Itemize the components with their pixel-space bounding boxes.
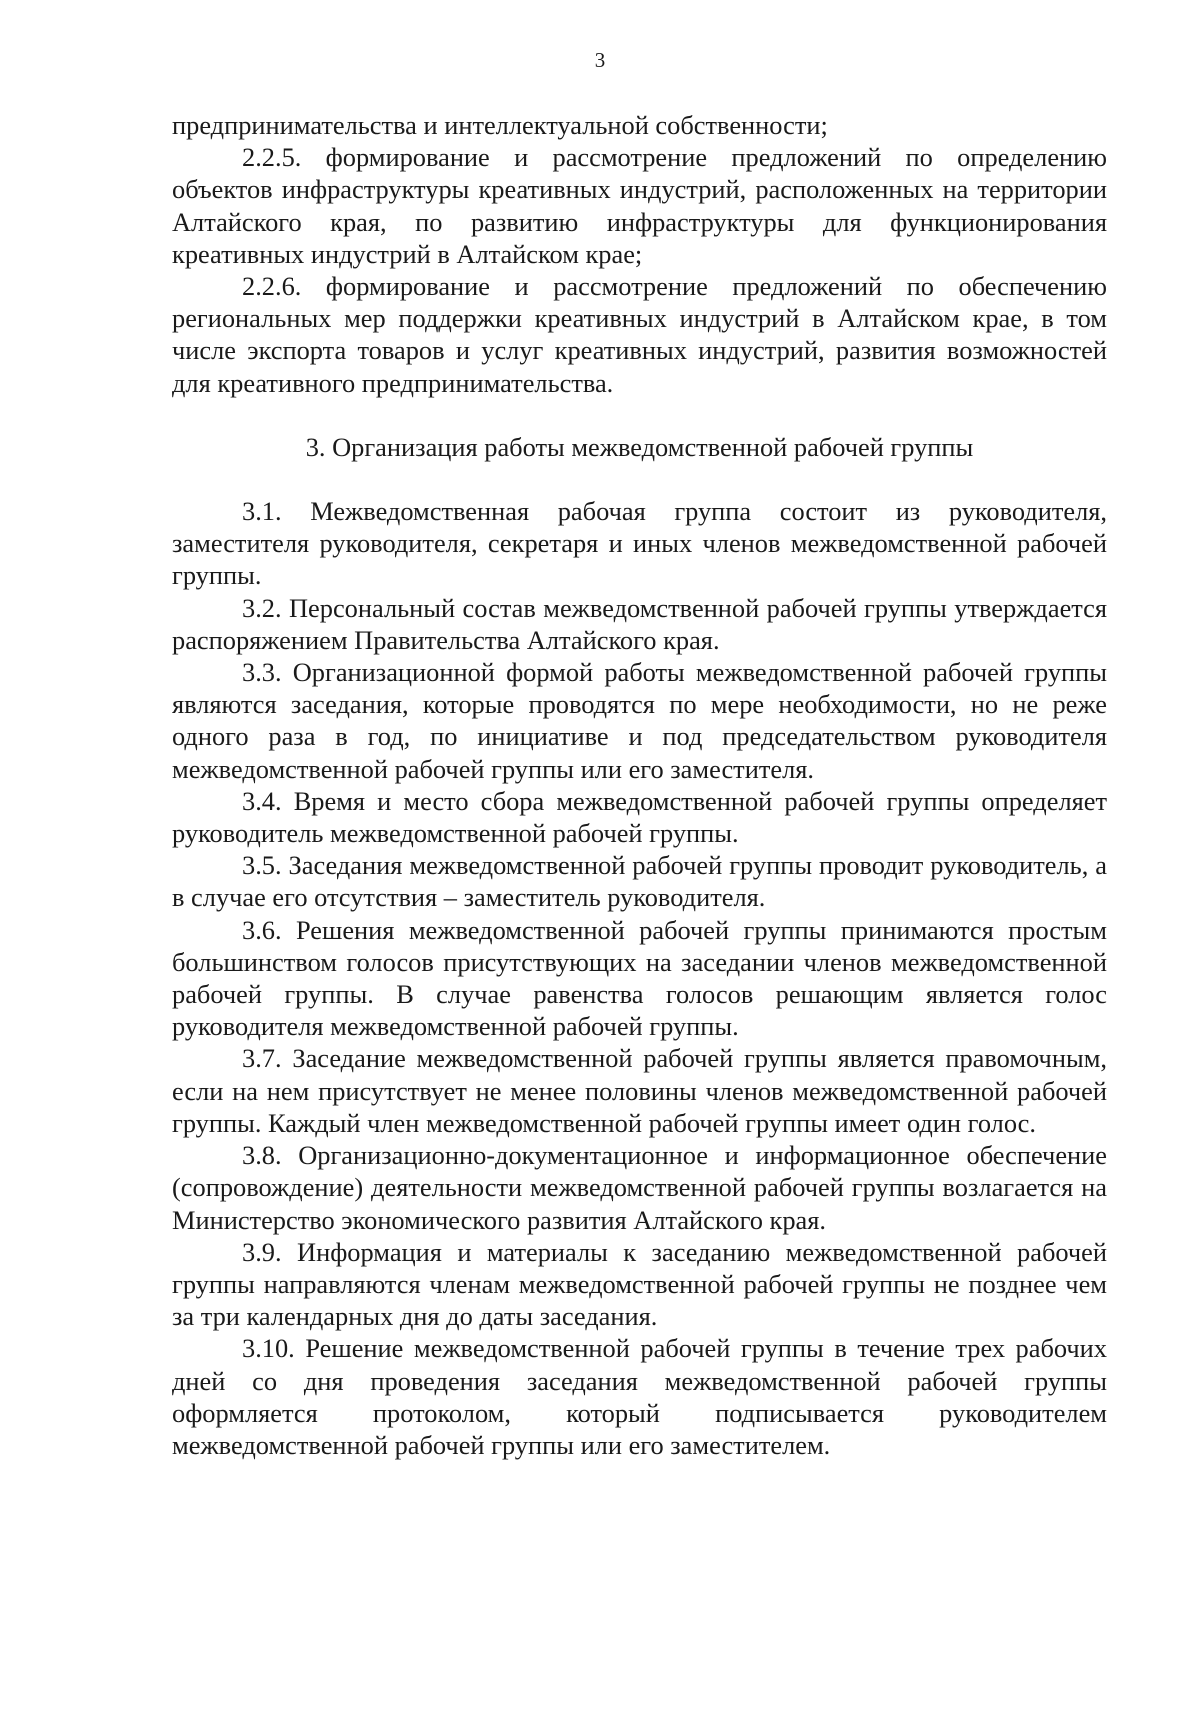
paragraph-3-10: 3.10. Решение межведомственной рабочей группы в течение трех рабочих дней со дня проведения заседания межведомственной рабочей группы оформляется протоколом, который подписывается руководителем межведомственной рабочей группы или его заместителем. [172,1333,1107,1460]
paragraph-2-2-6: 2.2.6. формирование и рассмотрение предложений по обеспечению региональных мер поддержки креативных индустрий в Алтайском крае, в том числе экспорта товаров и услуг креативных индустрий, развития возможностей для креативного предпринимательства. [172,271,1107,398]
paragraph-3-8: 3.8. Организационно-документационное и информационное обеспечение (сопровождение) деятельности межведомственной рабочей группы возлагается на Министерство экономического развития Алтайского края. [172,1140,1107,1235]
paragraph-2-2-5: 2.2.5. формирование и рассмотрение предложений по определению объектов инфраструктуры креативных индустрий, расположенных на территории Алтайского края, по развитию инфраструктуры для функционирования креативных индустрий в Алтайском крае; [172,142,1107,269]
page-number: 3 [594,48,606,72]
paragraph-continuation: предпринимательства и интеллектуальной собственности; [172,110,828,140]
paragraph-3-2: 3.2. Персональный состав межведомственной рабочей группы утверждается распоряжением Правительства Алтайского края. [172,592,1107,655]
document-body [172,109,1107,1461]
paragraph-3-5: 3.5. Заседания межведомственной рабочей группы проводит руководитель, а в случае его отсутствия – заместитель руководителя. [172,850,1107,913]
paragraph-3-7: 3.7. Заседание межведомственной рабочей группы является правомочным, если на нем присутствует не менее половины членов межведомственной рабочей группы. Каждый член межведомственной рабочей группы имеет один голос. [172,1043,1107,1138]
section-heading: 3. Организация работы межведомственной рабочей группы [305,431,974,462]
paragraph-3-4: 3.4. Время и место сбора межведомственной рабочей группы определяет руководитель межведомственной рабочей группы. [172,785,1107,849]
paragraph-3-6: 3.6. Решения межведомственной рабочей группы принимаются простым большинством голосов присутствующих на заседании членов межведомственной рабочей группы. В случае равенства голосов решающим является голос руководителя межведомственной рабочей группы. [172,914,1107,1042]
paragraph-3-1: 3.1. Межведомственная рабочая группа состоит из руководителя, заместителя руководителя, секретаря и иных членов межведомственной рабочей группы. [172,496,1107,591]
paragraph-3-9: 3.9. Информация и материалы к заседанию межведомственной рабочей группы направляются членам межведомственной рабочей группы не позднее чем за три календарных дня до даты заседания. [172,1236,1107,1332]
paragraph-3-3: 3.3. Организационной формой работы межведомственной рабочей группы являются заседания, которые проводятся по мере необходимости, но не реже одного раза в год, по инициативе и под председательством руководителя межведомственной рабочей группы или его заместителя. [172,657,1107,784]
